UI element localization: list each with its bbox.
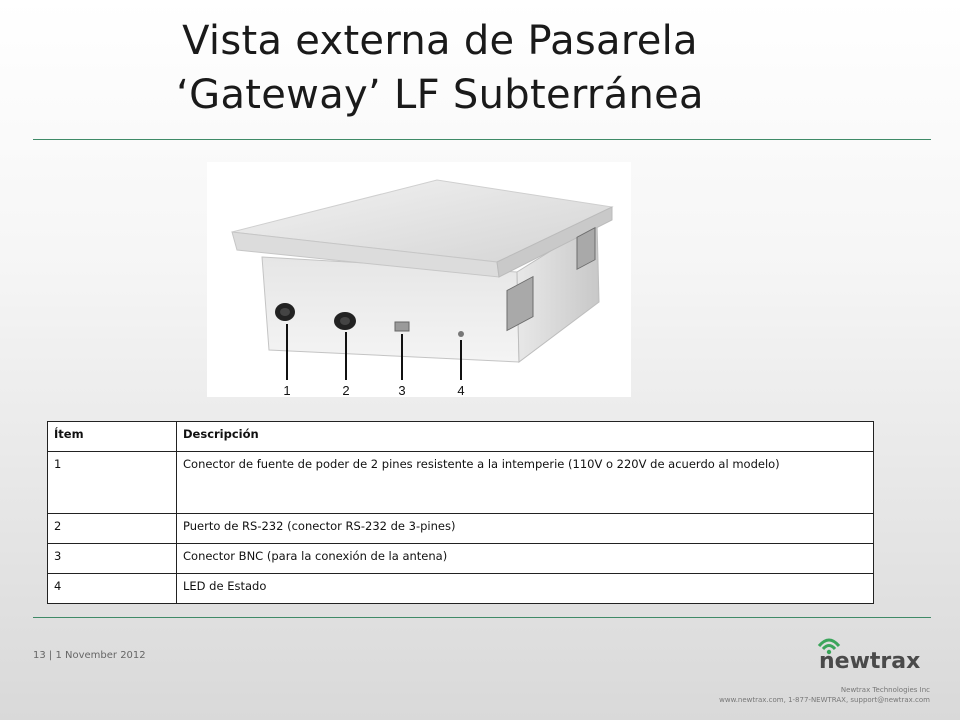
row-item: 2 [48, 514, 177, 544]
row-item: 1 [48, 452, 177, 514]
company-name: Newtrax Technologies Inc [840, 686, 930, 694]
table-header-row [48, 422, 874, 452]
title-line-1: Vista externa de Pasarela [182, 18, 698, 64]
row-description: Conector de fuente de poder de 2 pines resistente a la intemperie (110V o 220V de acuerdo al modelo) [177, 452, 874, 514]
page-info: 13 | 1 November 2012 [33, 650, 146, 661]
top-divider [33, 139, 931, 140]
row-description: Puerto de RS-232 (conector RS-232 de 3-pines) [177, 514, 874, 544]
table-row [48, 452, 874, 514]
newtrax-logo [815, 632, 935, 674]
header-description: Descripción [177, 422, 874, 452]
company-info [719, 685, 930, 705]
title-line-2: ‘Gateway’ LF Subterránea [176, 72, 704, 118]
row-description: LED de Estado [177, 574, 874, 604]
logo-text: newtrax [819, 649, 921, 674]
bottom-divider [33, 617, 931, 618]
row-item: 3 [48, 544, 177, 574]
header-item: Ítem [48, 422, 177, 452]
company-contact: www.newtrax.com, 1-877-NEWTRAX, support@newtrax.com [719, 696, 930, 704]
row-description: Conector BNC (para la conexión de la antena) [177, 544, 874, 574]
row-item: 4 [48, 574, 177, 604]
photo-label-3: 3 [398, 383, 406, 397]
gateway-photo [207, 162, 631, 397]
items-table [47, 421, 874, 604]
table-row [48, 514, 874, 544]
table-row [48, 544, 874, 574]
table-row [48, 574, 874, 604]
photo-label-2: 2 [342, 383, 350, 397]
photo-label-4: 4 [457, 383, 465, 397]
slide-title [0, 14, 880, 122]
photo-label-1: 1 [283, 383, 291, 397]
